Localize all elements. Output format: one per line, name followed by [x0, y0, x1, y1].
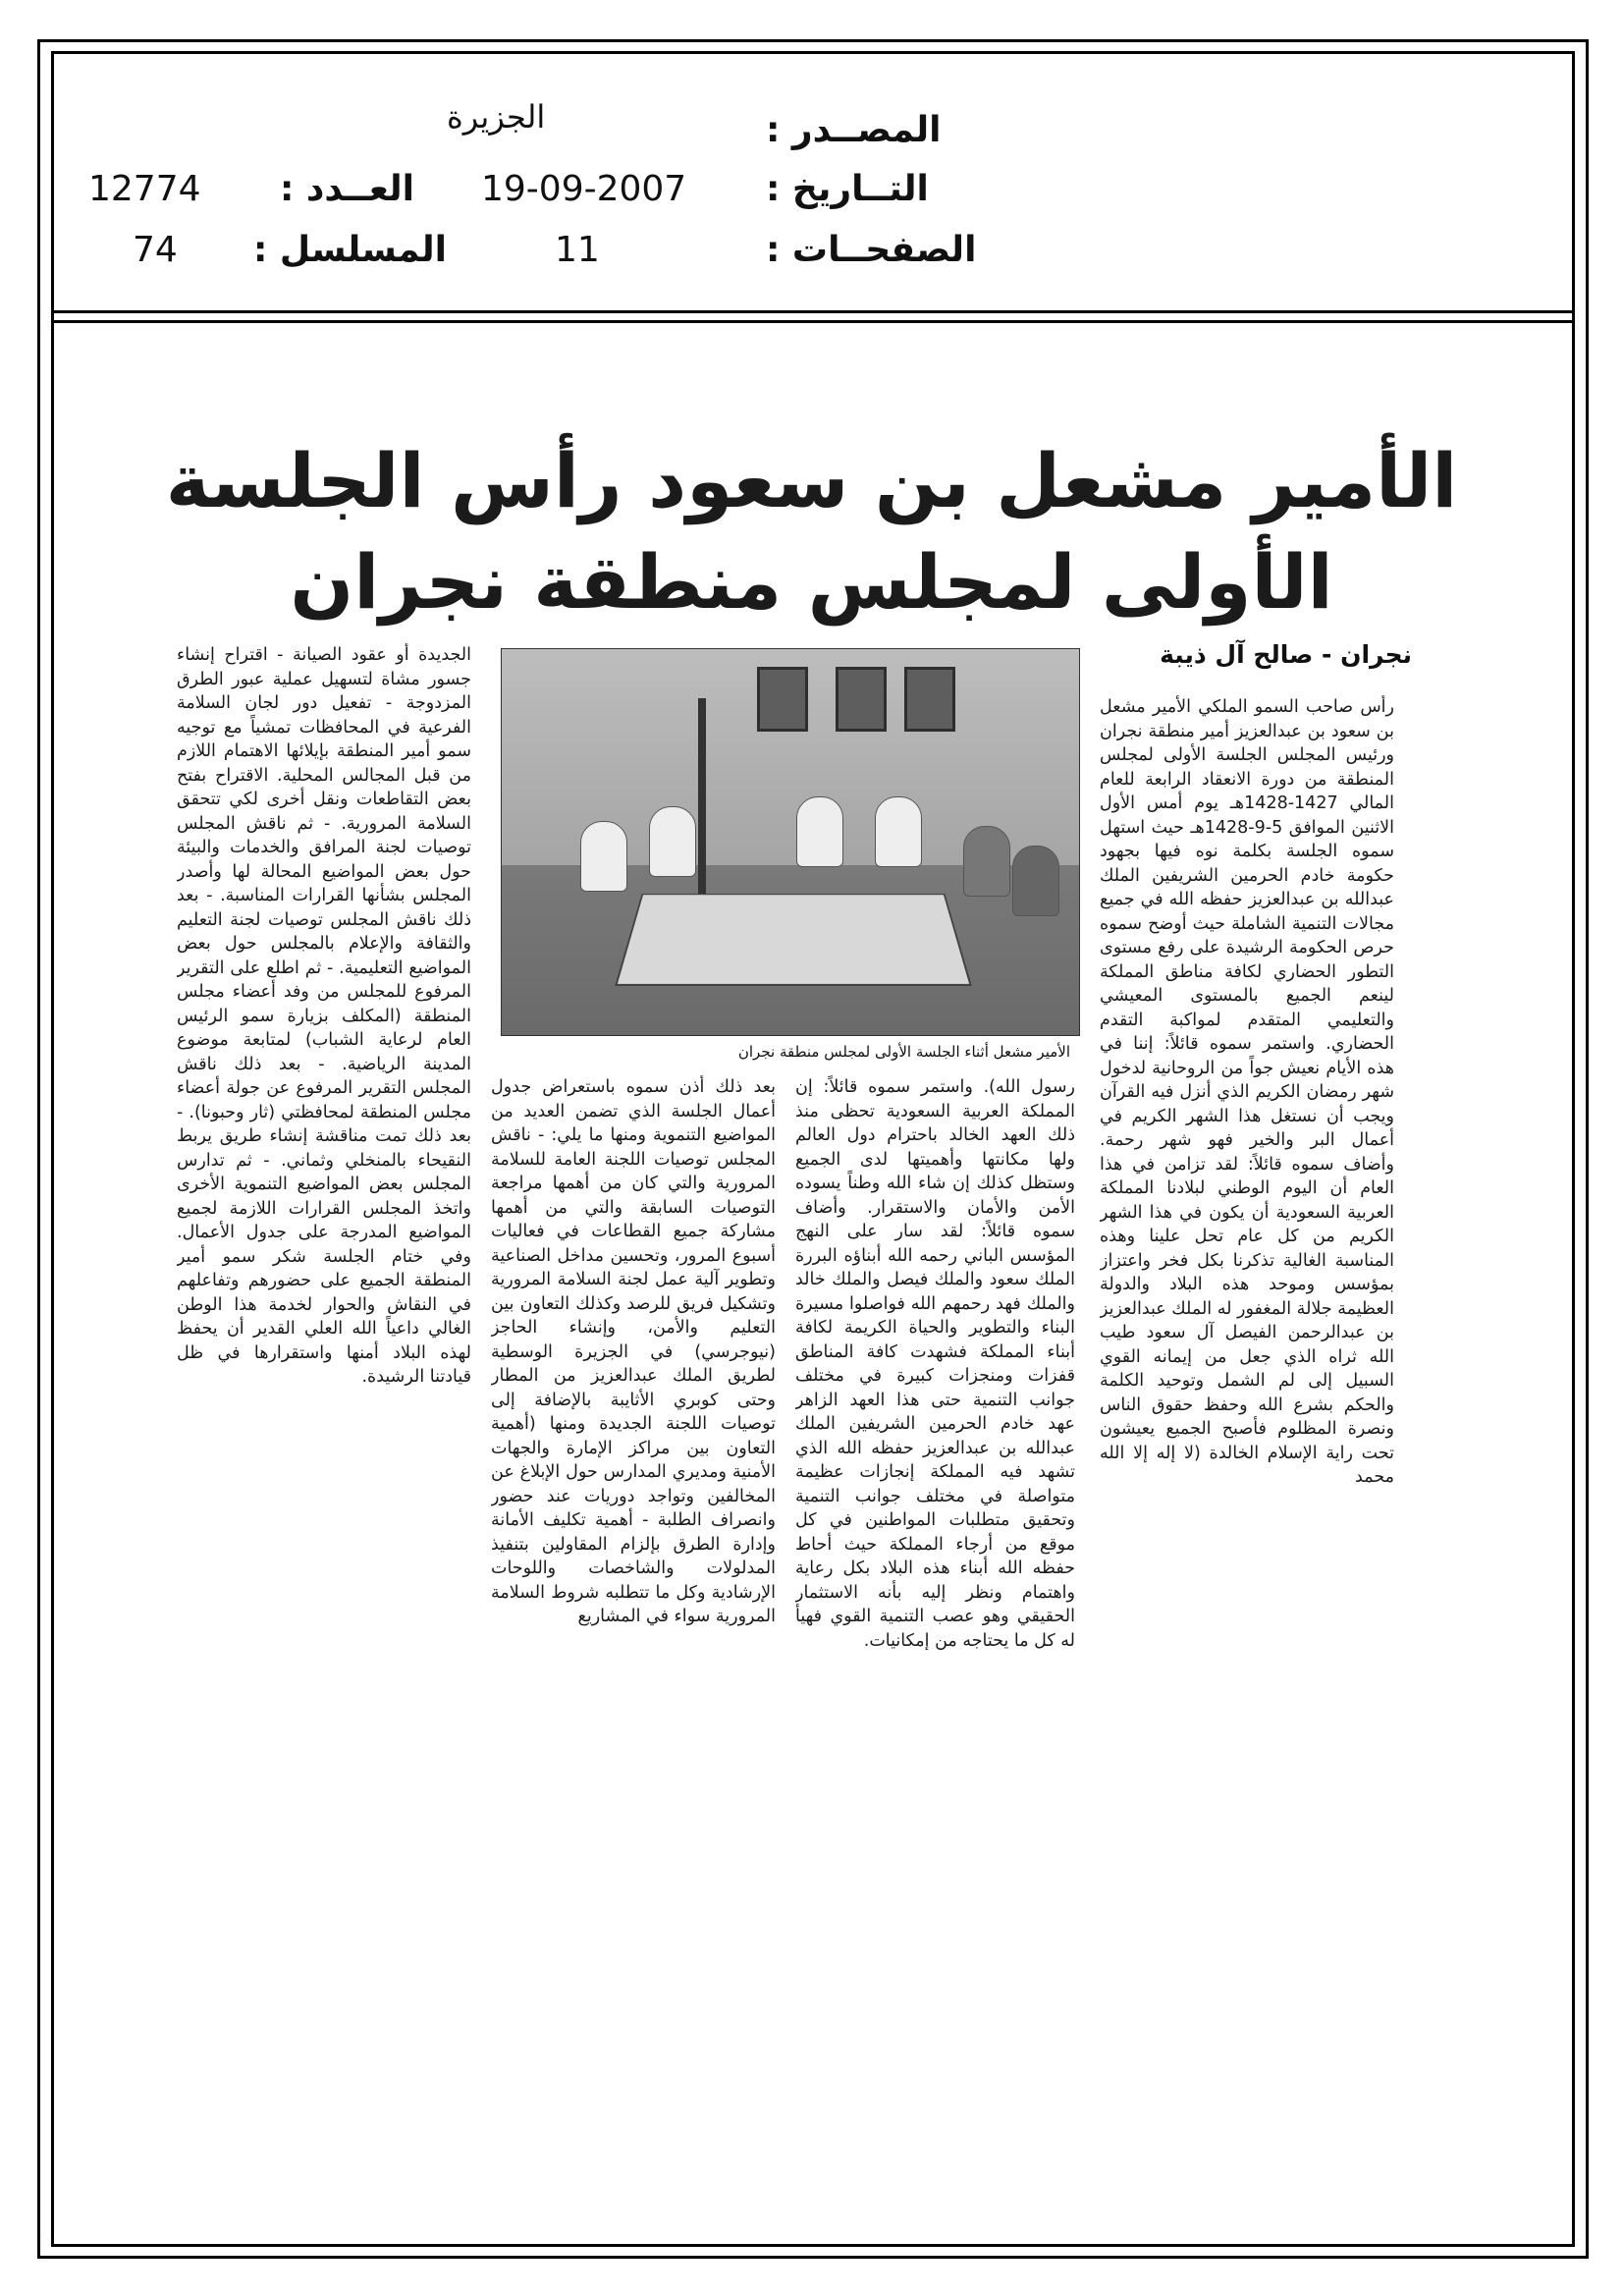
header-divider — [51, 310, 1575, 313]
article-column-3: بعد ذلك أذن سموه باستعراض جدول أعمال الجلسة الذي تضمن العديد من المواضيع التنموية ومنها ما يلي: - ناقش المجلس توصيات اللجنة العامة للسلامة المرورية والتي كان من أهمها مراجعة التوصيات السابقة والتي من أهمها مشاركة جميع القطاعات في فعاليات أسبوع المرور، وتحسين مداخل الصناعية وتطوير آلية عمل لجنة السلامة المرورية وتشكيل فريق للرصد وكذلك التعاون بين التعليم والأمن، وإنشاء الحاجز (نيوجرسي) في الجزيرة الوسطية لطريق الملك عبدالعزيز من المطار وحتى كوبري الأثايبة بالإضافة إلى توصيات اللجنة الجديدة ومنها (أهمية التعاون بين مراكز الإمارة والجهات الأمنية ومديري المدارس حول الإبلاغ عن المخالفين وتواجد دوريات عند حضور وانصراف الطلبة - أهمية تكليف الأمانة وإدارة الطرق بإلزام المقاولين بتنفيذ المدلولات والشاخصات واللوحات الإرشادية وكل ما تتطلبه شروط السلامة المرورية سواء في المشاريع — [491, 1077, 776, 1626]
article-column-1: رأس صاحب السمو الملكي الأمير مشعل بن سعود بن عبدالعزيز أمير منطقة نجران ورئيس المجلس الجلسة الأولى لمجلس المنطقة من دورة الانعقاد الرابعة للعام المالي 1427-1428هـ يوم أمس الأول الاثنين الموافق 5-9-1428هـ حيث استهل سموه الجلسة بكلمة نوه فيها بجهود حكومة خادم الحرمين الشريفين الملك عبدالله بن عبدالعزيز حفظه الله في جميع مجالات التنمية الشاملة حيث أوضح سموه حرص الحكومة الرشيدة على رفع مستوى التطور الحضاري لكافة مناطق المملكة لينعم الجميع بالمستوى المعيشي والتعليمي المتقدم لمواكبة التقدم الحضاري. واستمر سموه قائلاً: إننا في هذه الأيام نعيش جواً من الروحانية لدخول شهر رمضان الكريم الذي أنزل فيه القرآن ويجب أن نستغل هذا الشهر الكريم في أعمال البر والخير فهو شهر رحمة. وأضاف سموه قائلاً: لقد تزامن في هذا العام أن اليوم الوطني لبلادنا المملكة العربية السعودية أن يكون في هذا الشهر الكريم من كل عام تحل علينا وهذه المناسبة الغالية تذكرنا بكل فخر واعتزاز بمؤسس وموحد هذه البلاد والدولة العظيمة جلالة المغفور له الملك عبدالعزيز بن عبدالرحمن الفيصل آل سعود طيب الله ثراه الذي جعل من إيمانه القوي السبيل إلى لم الشمل وتوحيد الكلمة والحكم بشرع الله وحفظ حقوق الناس ونصرة المظلوم فأصبح الجميع يعيشون تحت راية الإسلام الخالدة (لا إله إلا الله محمد — [1100, 697, 1394, 1487]
source-label: المصــدر : — [766, 110, 942, 150]
meeting-photo — [501, 648, 1080, 1036]
date-value: 19-09-2007 — [481, 169, 687, 209]
date-label: التــاريخ : — [766, 169, 929, 209]
source-value: الجزيرة — [447, 98, 546, 136]
issue-value: 12774 — [88, 169, 201, 209]
pages-value: 11 — [555, 230, 600, 270]
serial-value: 74 — [133, 230, 178, 270]
article-title-line2: الأولى لمجلس منطقة نجران — [290, 538, 1333, 626]
article-column-2: رسول الله). واستمر سموه قائلاً: إن المملكة العربية السعودية تحظى منذ ذلك العهد الخالد باحترام دول العالم ولها مكانتها وأهميتها لدى الجميع وستظل كذلك إن شاء الله وطناً يسوده الأمن والأمان والاستقرار. وأضاف سموه قائلاً: لقد سار على النهج المؤسس الباني رحمه الله أبناؤه البررة الملك سعود والملك فيصل والملك خالد والملك فهد رحمهم الله فواصلوا مسيرة البناء والتطوير والحياة الكريمة لكافة أبناء المملكة فشهدت كافة المناطق قفزات ومنجزات كبيرة في مختلف جوانب التنمية حتى هذا العهد الزاهر عهد خادم الحرمين الشريفين الملك عبدالله بن عبدالعزيز حفظه الله الذي تشهد فيه المملكة إنجازات عظيمة متواصلة في مختلف جوانب التنمية وتحقيق متطلبات المواطنين في كل موقع من أرجاء المملكة حيث أحاط حفظه الله أبناء هذه البلاد بكل رعاية واهتمام ونظر إليه بأنه الاستثمار الحقيقي وهو عصب التنمية القوي فهيأ له كل ما يحتاجه من إمكانيات. — [795, 1077, 1075, 1651]
header-divider-2 — [51, 320, 1575, 323]
pages-label: الصفحــات : — [766, 230, 977, 270]
issue-label: العــدد : — [280, 169, 414, 209]
article-column-4: الجديدة أو عقود الصيانة - اقتراح إنشاء جسور مشاة لتسهيل عملية عبور الطرق المزدوجة - تفعيل دور لجان السلامة الفرعية في المحافظات تمشياً مع توجيه سمو أمير المنطقة بإيلائها الاهتمام اللازم من قبل المجالس المحلية. الاقتراح بفتح بعض التقاطعات ونقل أخرى لكي تتحقق السلامة المرورية. - ثم ناقش المجلس توصيات لجنة المرافق والخدمات والبيئة حول بعض المواضيع المحالة لها وأصدر المجلس بشأنها القرارات المناسبة. - بعد ذلك ناقش المجلس توصيات لجنة التعليم والثقافة والإعلام بالمجلس حول بعض المواضيع التعليمية. - ثم اطلع على التقرير المرفوع للمجلس من وفد أعضاء مجلس المنطقة (المكلف بزيارة سمو الرئيس العام لرعاية الشباب) لمتابعة موضوع المدينة الرياضية. - بعد ذلك ناقش المجلس التقرير المرفوع عن جولة أعضاء مجلس المنطقة لمحافظتي (ثار وحبونا). - بعد ذلك تمت مناقشة إنشاء طريق يربط النقيحاء بالمنخلي وثماني. - ثم تدارس المجلس بعض المواضيع التنموية الأخرى واتخذ المجلس القرارات اللازمة لجميع المواضيع المدرجة على جدول الأعمال. وفي ختام الجلسة شكر سمو أمير المنطقة الجميع على حضورهم وتفاعلهم في النقاش والحوار لخدمة هذا الوطن الغالي داعياً الله العلي القدير أن يحفظ لهذه البلاد أمنها واستقرارها في ظل قيادتنا الرشيدة. — [177, 645, 471, 1387]
serial-label: المسلسل : — [253, 230, 448, 270]
photo-caption: الأمير مشعل أثناء الجلسة الأولى لمجلس منطقة نجران — [737, 1043, 1070, 1061]
byline: نجران - صالح آل ذيبة — [1160, 640, 1412, 669]
article-title-line1: الأمير مشعل بن سعود رأس الجلسة — [165, 437, 1458, 524]
